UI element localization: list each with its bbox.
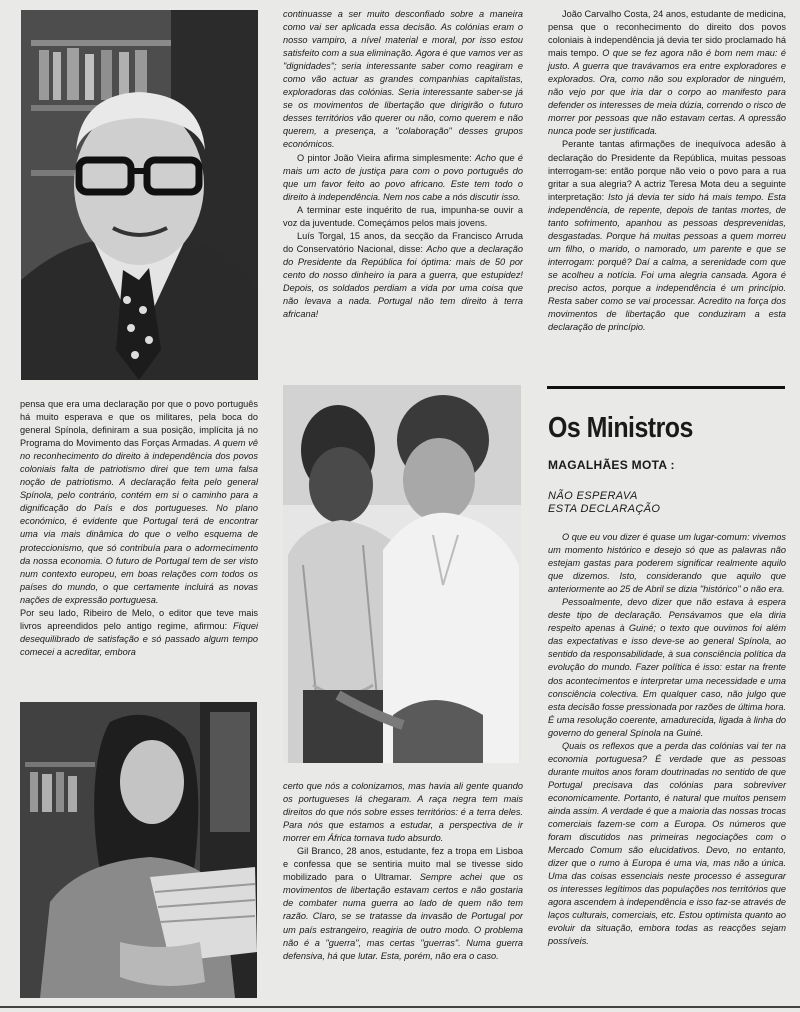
section-divider bbox=[547, 386, 785, 389]
paragraph bbox=[283, 8, 523, 152]
column-3-bottom-text bbox=[548, 531, 786, 949]
paragraph: Quais os reflexos que a perda das colónias vai ter na economia portuguesa? É verdade que as pessoas durante muitos anos foram doutrinadas no sentido de que Portugal precisava das colónias para sobreviver economicamente. Portanto, é natural que muitos pensem ainda assim. A verdade é que a maioria das nossas trocas comerciais fazem-se com a Europa. Os números que foram discutidos nas primeiras negociações com o Mercado Comum são elucidativos. Devo, no entanto, dizer que o rumo à Europa é uma via, mas não a única. Uma das coisas essenciais neste processo é assegurar os interesses legítimos das populações nos territórios que agora ascendem à independência e isso faz-se através de laços culturais, comerciais, etc. Estou optimista quanto ao evoluir da situação, embora todas as reacções sejam possíveis. bbox=[548, 740, 787, 947]
quote-text: Acho que a declaração do Presidente da República foi óptima: mais de 50 por cento do nosso dinheiro ia para a guerra, que estupidez! Depois, os soldados perdiam a vida por uma coisa que não levava a nada. Portugal não tem direito à terra africana! bbox=[283, 243, 523, 320]
interview-subtitle: NÃO ESPERAVA ESTA DECLARAÇÃO bbox=[548, 490, 661, 515]
two-young-men-image bbox=[283, 385, 521, 763]
column-2-bottom-text bbox=[283, 780, 523, 963]
column-1-bottom-text bbox=[20, 398, 258, 659]
paragraph: A terminar este inquérito de rua, impunha-se ouvir a voz da juventude. Começámos pelos mais jovens. bbox=[283, 204, 523, 228]
minister-name: MAGALHÃES MOTA : bbox=[548, 458, 675, 472]
paragraph: O pintor João Vieira afirma simplesmente: Acho que é mais um acto de justiça para com o povo português do que um favor feito ao povo africano. Este tem todo o direito à independência. Nem nos cabe a nós discutir isso. bbox=[283, 152, 523, 202]
quote-text: Fiquei desequilibrado de satisfação e só passado algum tempo comecei a acreditar, embora bbox=[20, 620, 258, 657]
quote-text: A quem vê no reconhecimento do direito à independência dos povos coloniais falta de patriotismo direi que tem uma falsa noção de patriotismo. A declaração feita pelo general Spínola, pelo contrário, contém em si o caminho para a dignificação do País e dos portugueses. No plano económico, é evidente que Portugal terá de encontrar uma via mais dinâmica do que o velho esquema de proteccionismo, que só contribuía para o adormecimento da nossa economia. O futuro de Portugal tem de ser visto num contexto europeu, em boas relações com todos os países do mundo, o que certamente incluirá as novas nações de expressão portuguesa. bbox=[20, 438, 258, 605]
column-2-top-text bbox=[283, 8, 523, 321]
paragraph: Gil Branco, 28 anos, estudante, fez a tropa em Lisboa e confessa que se sentiria muito mal se tivesse sido mobilizado para o Ultramar. Sempre achei que os movimentos de libertação estavam certos e não gostaria de combater numa guerra ao lado de quem não tem razão. Claro, se se tratasse da invasão de Portugal por um país estrangeiro, reagiria de outro modo. O problema não é a "guerra", mas certas "guerras". Numa guerra defensiva, há que lutar. Esta, porém, não era o caso. bbox=[283, 846, 524, 961]
paragraph: Perante tantas afirmações de inequívoca adesão à declaração do Presidente da República, muitas pessoas interrogam-se: então porque não veio o povo para a rua gritar a sua alegria? A actriz Teresa Mota deu a seguinte interpretação: Isto já devia ter sido há mais tempo. Esta independência, de repente, depois de tantas mortes, de tanto sofrimento, apanhou as pessoas desprevenidas, desgastadas. Porque há muitas pessoas a quem morreu um filho, o marido, o namorado, um parente e que se interrogam: porquê? Daí a calma, a serenidade com que se acolheu a notícia. Foi uma alegria cansada. Agora é preciso actos, porque a independência é um princípio. Resta saber como se vai processar. Acredito na força dos movimentos de libertação que conduziram a esta declaração de princípio. bbox=[548, 139, 786, 333]
quote-text: Acho que é mais um acto de justiça para com o povo português do que um favor feito ao povo africano. Este tem todo o direito à independência. Nem nos cabe a nós discutir isso. bbox=[283, 152, 523, 202]
young-woman-with-magazines-image bbox=[20, 702, 257, 998]
photo-two-young-men bbox=[283, 385, 521, 763]
portrait-man-glasses-image bbox=[21, 10, 258, 380]
page-bottom-border bbox=[0, 1006, 800, 1008]
column-3-top-text bbox=[548, 8, 786, 334]
section-title: Os Ministros bbox=[548, 412, 693, 444]
paragraph: João Carvalho Costa, 24 anos, estudante de medicina, pensa que o reconhecimento do direito dos povos coloniais à independência já devia ter sido proclamado há mais tempo. O que se fez agora não é bom nem mau: é justo. A guerra que travávamos era entre exploradores e explorados. Ora, como não sou explorador de ninguém, não vejo por que iria dar o corpo ao manifesto para defender os interesses de meia dúzia, correndo o risco de morrer por pessoas que não estavam certas. A opressão nunca pode ser justificada. bbox=[548, 9, 786, 137]
quote-text: Isto já devia ter sido há mais tempo. Esta independência, de repente, depois de tantas mortes, de tanto sofrimento, apanhou as pessoas desprevenidas, desgastadas. Porque há muitas pessoas a quem morreu um filho, o marido, o namorado, um parente e que se interrogam: porquê? Daí a calma, a serenidade com que se acolheu a notícia. Foi uma alegria cansada. Agora é preciso actos, porque a independência é um princípio. Resta saber como se vai processar. Acredito na força dos movimentos de libertação que conduziram a esta declaração de princípio. bbox=[548, 191, 786, 333]
quote-text: continuasse a ser muito desconfiado sobre a maneira como vai ser aplicada essa decisão. As colónias eram o nosso vampiro, a nível material e moral, por isso estou satisfeito com a sua eliminação. Agora é que vamos ver as "dignidades"; seria interessante saber como reagiram e como vão actuar as grandes companhias capitalistas, exploradoras das colónias. Seria interessante saber-se já se os movimentos de libertação que dirigirão o futuro desses territórios vão querer ou não, como querem e não querem, a presença, a "colaboração" desses grupos económicos. bbox=[283, 9, 523, 150]
paragraph: Pessoalmente, devo dizer que não estava à espera deste tipo de declaração. Pensávamos que ela diria respeito apenas à Guiné; o texto que ouvimos foi além das expectativas e isso deve-se ao general Spínola, ao sentido da responsabilidade, à sua consciência política da evolução do mundo. Fazer política é isso: estar na frente dos acontecimentos e interpretar uma necessidade e uma consciência colectiva. Em qualquer caso, não julgo que esta decisão fosse pressionada por razões de última hora. É uma resolução coerente, amadurecida, ligada à linha do governo do general Spínola na Guiné. bbox=[548, 597, 786, 738]
photo-older-man bbox=[21, 10, 258, 380]
paragraph: O que eu vou dizer é quase um lugar-comum: vivemos um momento histórico e desejo só que as palavras não estejam gastas para poderem significar realmente aquilo que dizemos. Isto, considerando que aquilo que anteriormente ao 25 de Abril se dizia "histórico" o não era. bbox=[548, 532, 786, 595]
paragraph: Luís Torgal, 15 anos, da secção da Francisco Arruda do Conservatório Nacional, disse: Acho que a declaração do Presidente da República foi óptima: mais de 50 por cento do nosso dinheiro ia para a guerra, que estupidez! Depois, os soldados perdiam a vida por uma coisa que não levava a nada. Portugal não tem direito à terra africana! bbox=[283, 230, 523, 320]
paragraph: certo que nós a colonizamos, mas havia ali gente quando os portugueses lá chegaram. A raça negra tem mais direitos do que nós sobre esses territórios: é a terra deles. Para nós que estamos a estudar, a perspectiva de ir morrer em África tornava tudo absurdo. bbox=[283, 781, 523, 844]
paragraph: pensa que era uma declaração por que o povo português há muito esperava e que os militares, pela boca do general Spínola, definiram a sua posição, implícita já no Programa do Movimento das Forças Armadas. A quem vê no reconhecimento do direito à independência dos povos coloniais falta de patriotismo direi que tem uma falsa noção de patriotismo. A declaração feita pelo general Spínola, pelo contrário, contém em si o caminho para a dignificação do País e dos portugueses. No plano económico, é evidente que Portugal terá de encontrar uma via mais dinâmica do que o velho esquema de proteccionismo, que só contribuía para o adormecimento da nossa economia. O futuro de Portugal tem de ser visto num contexto europeu, em boas relações com todos os países do mundo, o que certamente incluirá as novas nações de expressão portuguesa. bbox=[20, 399, 258, 605]
photo-young-woman bbox=[20, 702, 257, 998]
quote-text: O que se fez agora não é bom nem mau: é justo. A guerra que travávamos era entre exploradores e explorados. Ora, como não sou explorador de ninguém, não vejo por que iria dar o corpo ao manifesto para defender os interesses de meia dúzia, correndo o risco de morrer por pessoas que não estavam certas. A opressão nunca pode ser justificada. bbox=[548, 48, 786, 137]
quote-text: Sempre achei que os movimentos de libertação estavam certos e não gostaria de combater numa guerra ao lado de quem não tem razão. Claro, se se tratasse da invasão de Portugal por um país estrangeiro, reagiria de outro modo. O problema não é a "guerra", mas certas "guerras". Numa guerra defensiva, há que lutar. Esta, porém, não era o caso. bbox=[283, 872, 524, 961]
paragraph: Por seu lado, Ribeiro de Melo, o editor que teve mais livros apreendidos pelo antigo regime, afirmou: Fiquei desequilibrado de satisfação e só passado algum tempo comecei a acreditar, embora bbox=[20, 607, 258, 657]
